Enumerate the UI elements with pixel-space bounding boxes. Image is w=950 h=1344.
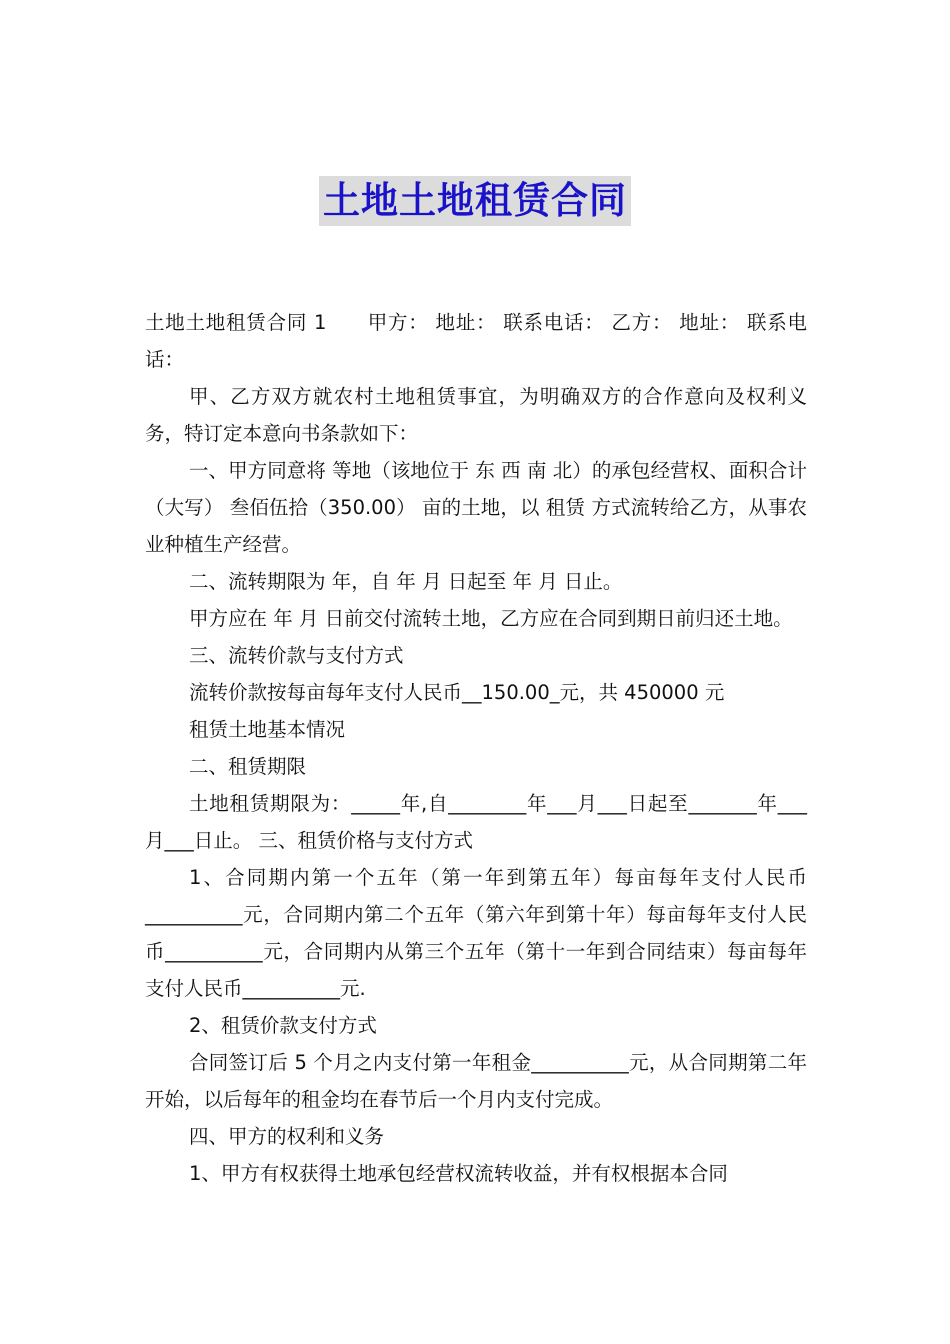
document-title: 土地土地租赁合同 bbox=[319, 176, 631, 226]
title-container bbox=[0, 176, 950, 226]
paragraph-payment-heading: 2、租赁价款支付方式 bbox=[189, 1014, 377, 1037]
paragraph-price-term-1: 1、合同期内第一个五年（第一年到第五年）每亩每年支付人民币__________元，合同期内第二个五年（第六年到第十年）每亩每年支付人民币__________元，合同期内从第三个五年（第十一年到合同结束）每亩每年支付人民币__________元. bbox=[145, 866, 807, 1000]
paragraph-clause-1: 一、甲方同意将 等地（该地位于 东 西 南 北）的承包经营权、面积合计（大写） 叁佰伍拾（350.00） 亩的土地，以 租赁 方式流转给乙方，从事农业种植生产经营。 bbox=[145, 459, 807, 556]
paragraph-lease-term-heading: 二、租赁期限 bbox=[189, 755, 307, 778]
paragraph-party-a-heading: 四、甲方的权利和义务 bbox=[189, 1125, 385, 1148]
paragraph-basic-info: 租赁土地基本情况 bbox=[189, 718, 346, 741]
paragraph-lease-term: 土地租赁期限为：_____年,自________年___月___日起至_______年___月___日止。 三、租赁价格与支付方式 bbox=[145, 792, 807, 852]
paragraph-delivery: 甲方应在 年 月 日前交付流转土地，乙方应在合同到期日前归还土地。 bbox=[189, 607, 793, 630]
paragraph-clause-2: 二、流转期限为 年，自 年 月 日起至 年 月 日止。 bbox=[189, 570, 623, 593]
paragraph-party-a-rights: 1、甲方有权获得土地承包经营权流转收益，并有权根据本合同 bbox=[189, 1162, 728, 1185]
document-body bbox=[145, 304, 807, 1192]
paragraph-price: 流转价款按每亩每年支付人民币__150.00_元，共 450000 元 bbox=[189, 681, 725, 704]
paragraph-header: 土地土地租赁合同 1 甲方： 地址： 联系电话： 乙方： 地址： 联系电话： bbox=[145, 311, 807, 371]
paragraph-payment: 合同签订后 5 个月之内支付第一年租金__________元，从合同期第二年开始，以后每年的租金均在春节后一个月内支付完成。 bbox=[145, 1051, 807, 1111]
paragraph-intro: 甲、乙方双方就农村土地租赁事宜，为明确双方的合作意向及权利义务，特订定本意向书条款如下： bbox=[145, 385, 807, 445]
paragraph-clause-3: 三、流转价款与支付方式 bbox=[189, 644, 404, 667]
